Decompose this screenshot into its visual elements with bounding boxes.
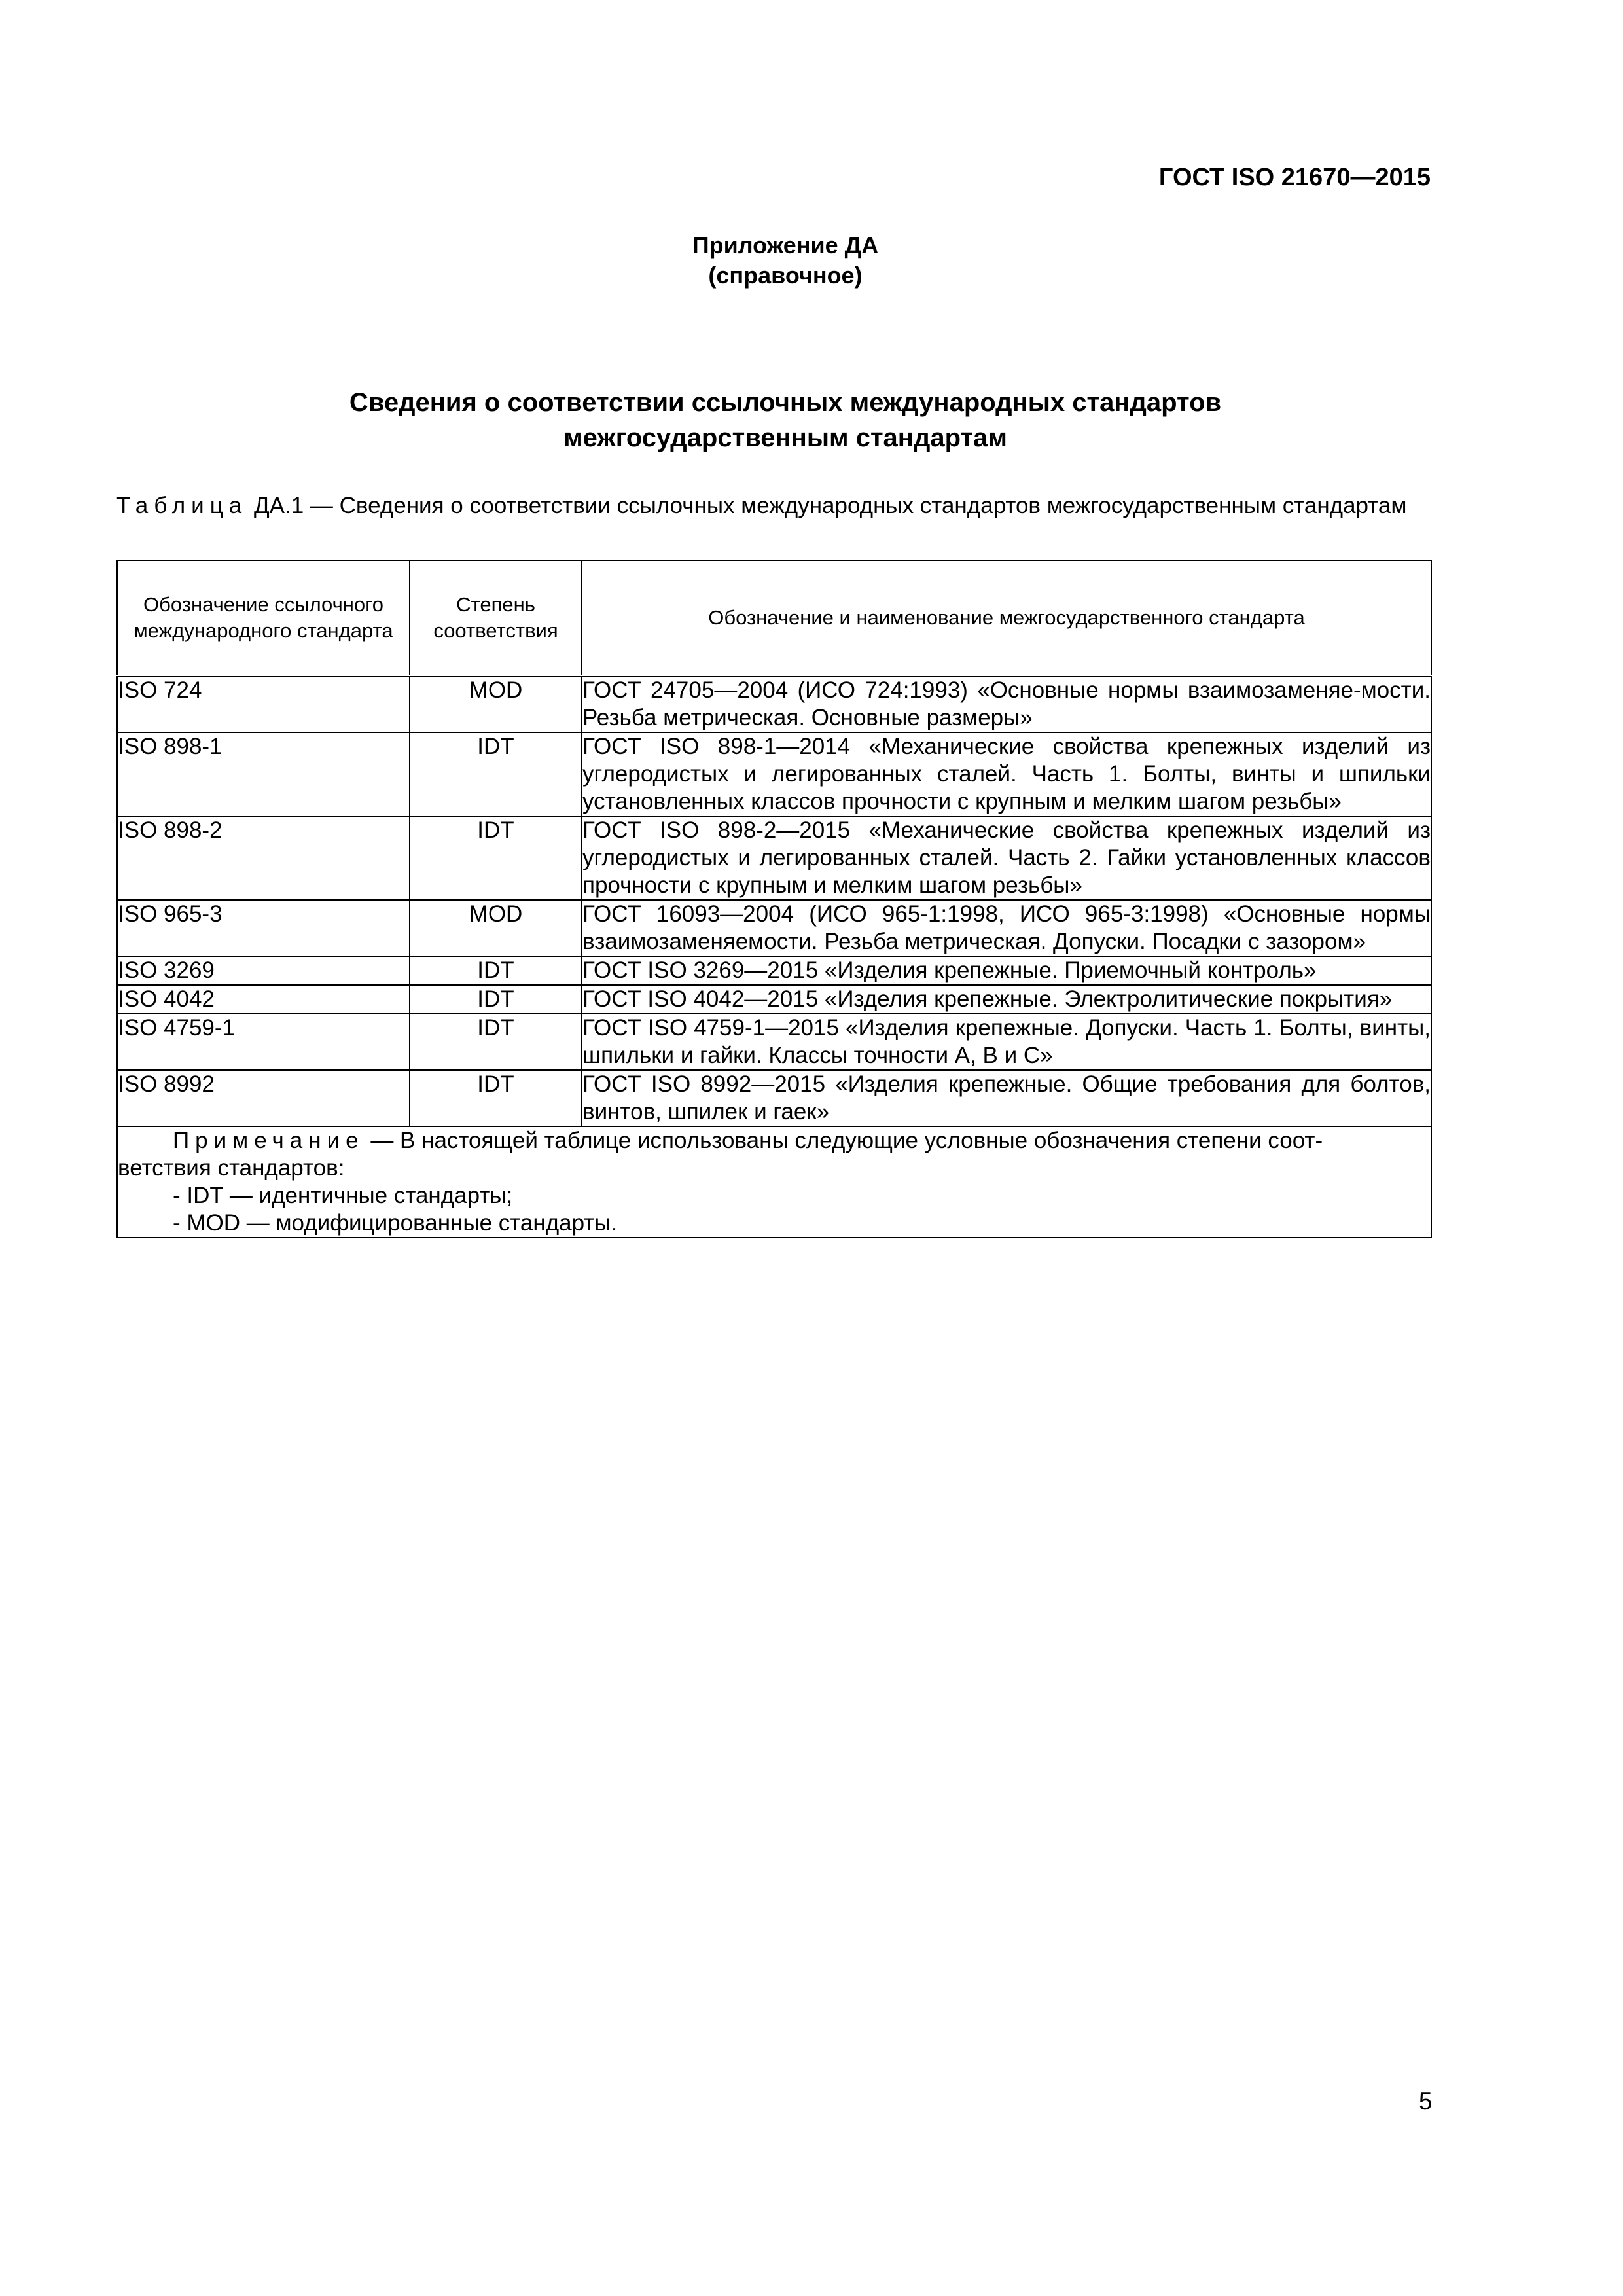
header-interstate-standard: Обозначение и наименование межгосударственного стандарта xyxy=(582,560,1431,676)
note-label: Примечание xyxy=(173,1128,365,1153)
table-caption-label: Таблица xyxy=(116,493,248,518)
header-degree: Степень соответствия xyxy=(410,560,582,676)
cell-standard-name: ГОСТ 16093—2004 (ИСО 965-1:1998, ИСО 965-3:1998) «Основные нормы взаимозаменяемости. Резьба метрическая. Допуски. Посадки с зазором» xyxy=(582,900,1431,956)
note-text-line-1: — В настоящей таблице использованы следующие условные обозначения степени соот- xyxy=(364,1128,1323,1153)
page-number: 5 xyxy=(1419,2088,1433,2115)
table-note xyxy=(117,1126,1431,1238)
cell-standard-name: ГОСТ 24705—2004 (ИСО 724:1993) «Основные нормы взаимозаменяе-мости. Резьба метрическая. Основные размеры» xyxy=(582,676,1431,733)
cell-standard-name: ГОСТ ISO 898-2—2015 «Механические свойства крепежных изделий из углеродистых и легированных сталей. Часть 2. Гайки установленных классов прочности с крупным и мелким шагом резьбы» xyxy=(582,816,1431,900)
table-row xyxy=(117,676,1431,733)
table-row xyxy=(117,985,1431,1014)
header-ref-standard: Обозначение ссылочного международного стандарта xyxy=(117,560,410,676)
cell-ref: ISO 4759-1 xyxy=(117,1014,410,1070)
table-row xyxy=(117,1014,1431,1070)
cell-ref: ISO 965-3 xyxy=(117,900,410,956)
section-title-line-2: межгосударственным стандартам xyxy=(563,423,1007,452)
note-text-line-2: ветствия стандартов: xyxy=(118,1155,345,1181)
cell-standard-name: ГОСТ ISO 898-1—2014 «Механические свойства крепежных изделий из углеродистых и легированных сталей. Часть 1. Болты, винты и шпильки установленных классов прочности с крупным и мелким шагом резьбы» xyxy=(582,732,1431,816)
annex-subtitle: (справочное) xyxy=(708,262,863,289)
table-row xyxy=(117,900,1431,956)
cell-standard-name: ГОСТ ISO 4759-1—2015 «Изделия крепежные. Допуски. Часть 1. Болты, винты, шпильки и гайки. Классы точности А, В и С» xyxy=(582,1014,1431,1070)
cell-standard-name: ГОСТ ISO 4042—2015 «Изделия крепежные. Электролитические покрытия» xyxy=(582,985,1431,1014)
cell-degree: IDT xyxy=(410,1014,582,1070)
table-row xyxy=(117,732,1431,816)
cell-ref: ISO 724 xyxy=(117,676,410,733)
cell-degree: IDT xyxy=(410,1070,582,1126)
note-first-line xyxy=(118,1127,1431,1155)
cell-ref: ISO 8992 xyxy=(117,1070,410,1126)
cell-degree: MOD xyxy=(410,676,582,733)
table-header-row xyxy=(117,560,1431,676)
cell-degree: IDT xyxy=(410,816,582,900)
cell-degree: MOD xyxy=(410,900,582,956)
document-code: ГОСТ ISO 21670—2015 xyxy=(1158,164,1431,191)
cell-degree: IDT xyxy=(410,985,582,1014)
standards-table xyxy=(116,560,1432,1238)
table-row xyxy=(117,956,1431,985)
table-note-row xyxy=(117,1126,1431,1238)
cell-degree: IDT xyxy=(410,732,582,816)
section-title-line-1: Сведения о соответствии ссылочных международных стандартов xyxy=(349,388,1222,417)
table-row xyxy=(117,1070,1431,1126)
cell-standard-name: ГОСТ ISO 8992—2015 «Изделия крепежные. Общие требования для болтов, винтов, шпилек и гаек» xyxy=(582,1070,1431,1126)
cell-ref: ISO 898-2 xyxy=(117,816,410,900)
table-caption xyxy=(116,492,1429,520)
cell-degree: IDT xyxy=(410,956,582,985)
table-row xyxy=(117,816,1431,900)
annex-title: Приложение ДА xyxy=(692,232,879,259)
cell-ref: ISO 4042 xyxy=(117,985,410,1014)
note-item: - MOD — модифицированные стандарты. xyxy=(173,1210,618,1236)
cell-standard-name: ГОСТ ISO 3269—2015 «Изделия крепежные. Приемочный контроль» xyxy=(582,956,1431,985)
cell-ref: ISO 898-1 xyxy=(117,732,410,816)
table-caption-text: ДА.1 — Сведения о соответствии ссылочных международных стандартов межгосударственным стандартам xyxy=(253,493,1407,518)
cell-ref: ISO 3269 xyxy=(117,956,410,985)
note-item: - IDT — идентичные стандарты; xyxy=(173,1183,513,1208)
